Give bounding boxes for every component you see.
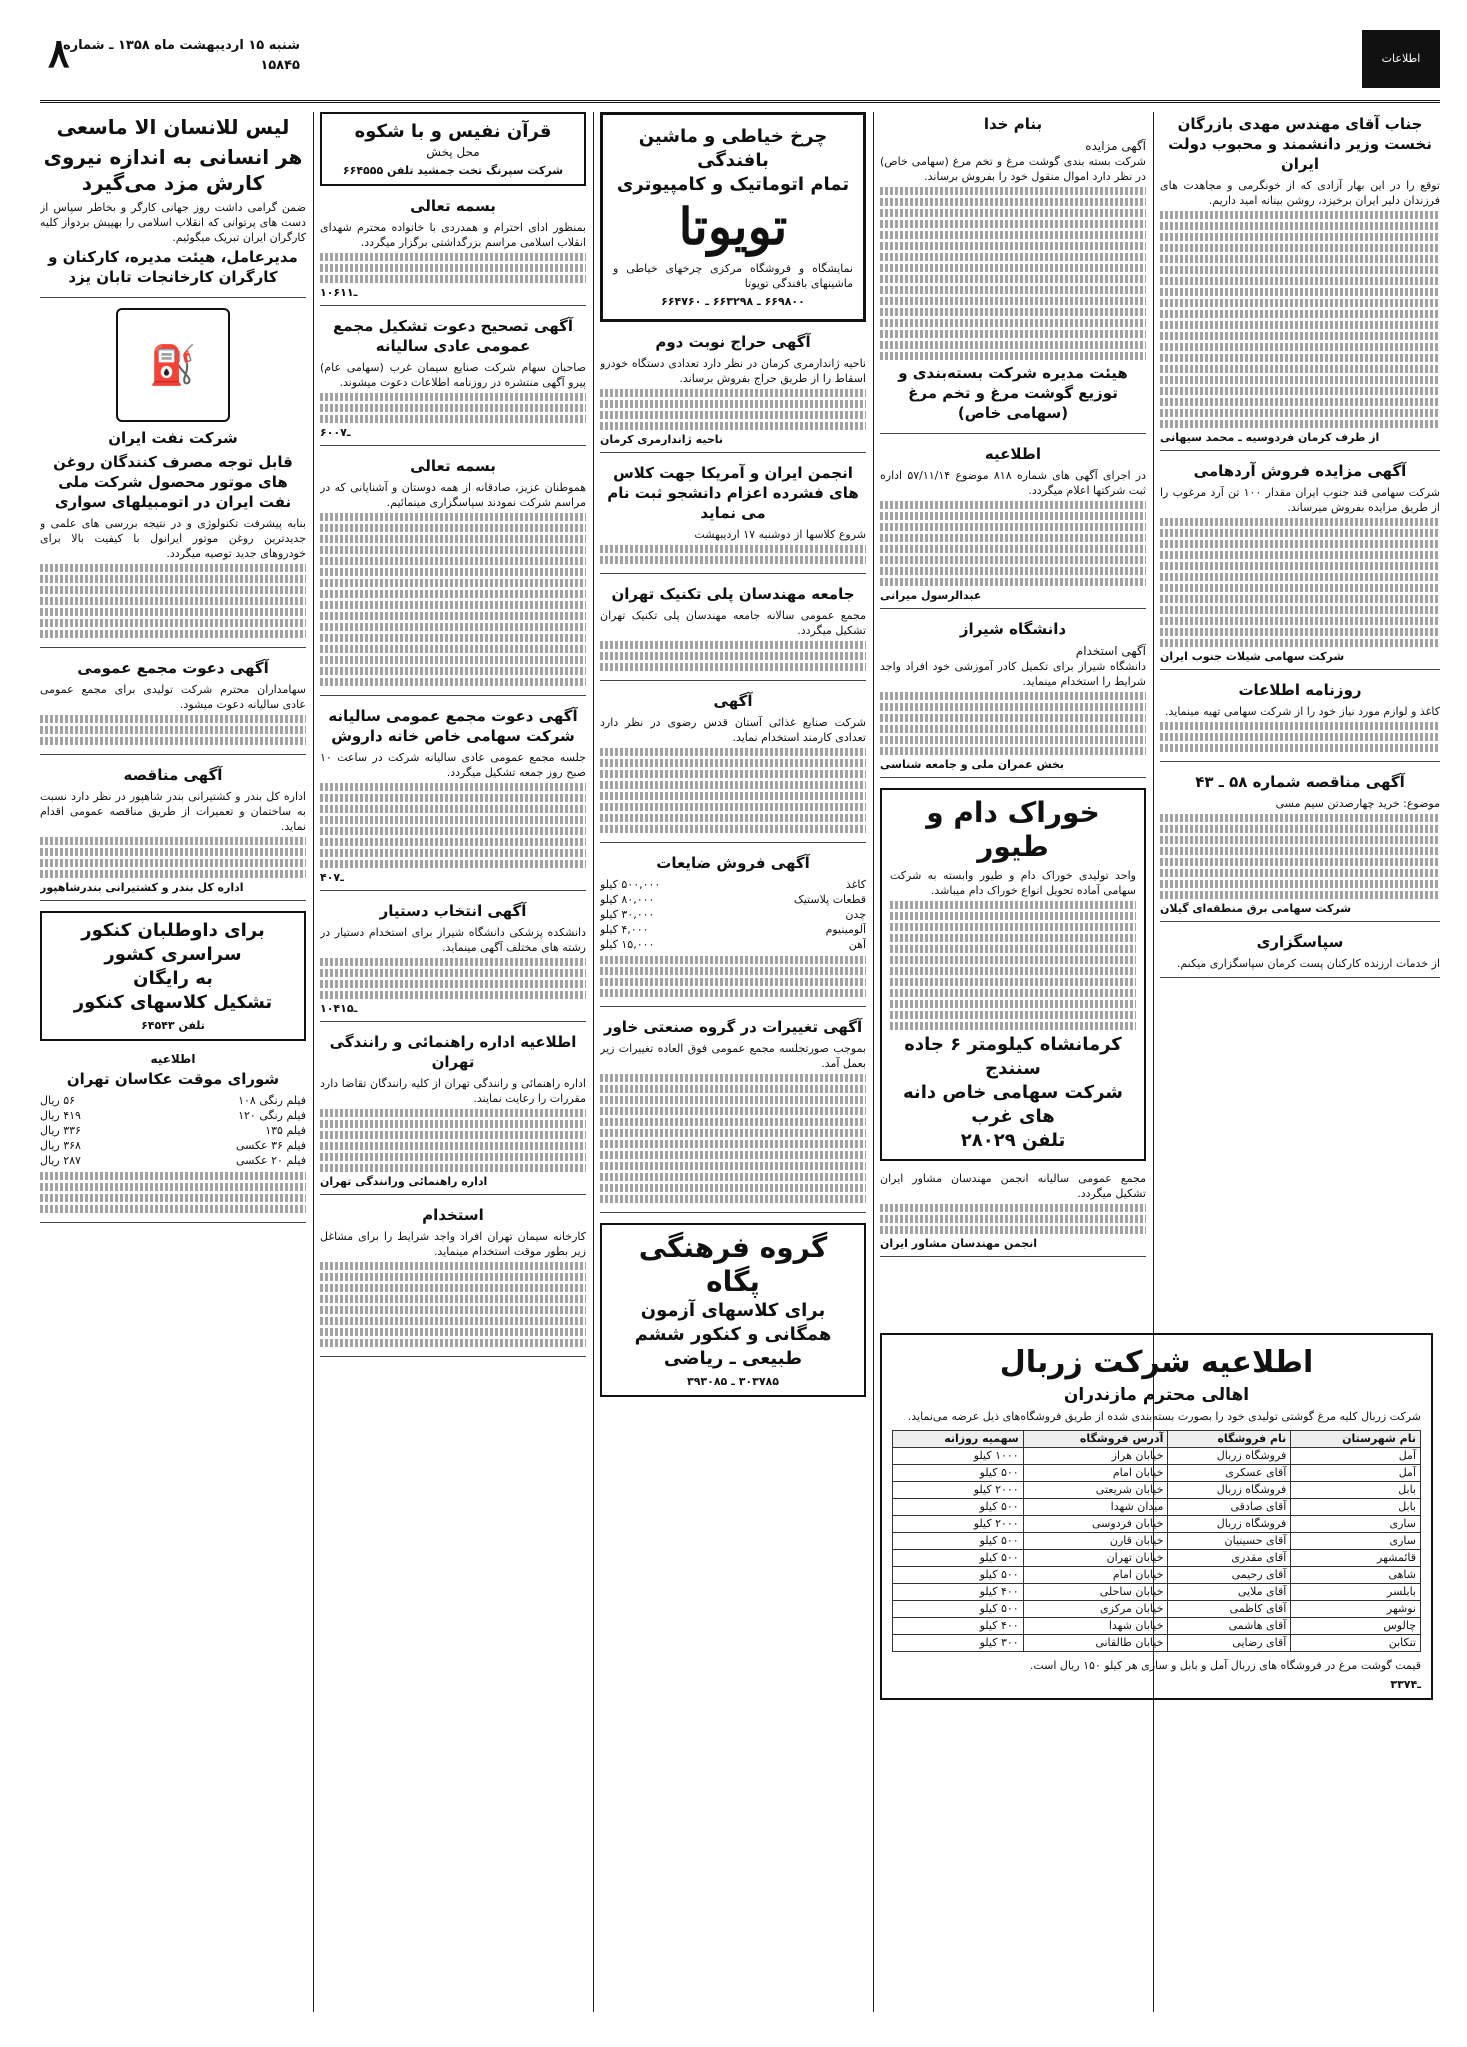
toyota-brand: تویوتا [678,197,788,256]
flour-auction [1160,461,1440,670]
table-cell: خیابان امام [1023,1465,1168,1482]
list-item: قطعات پلاستیک ۸۰,۰۰۰ کیلو [600,893,866,906]
engineers-signature: انجمن مهندسان مشاور ایران [880,1237,1038,1250]
quran-subtitle: محل پخش [426,145,480,159]
table-row [893,1601,1421,1618]
table-header: نام فروشگاه [1168,1431,1291,1448]
minister-body: توقع را در این بهار آزادی که از خونگرمی و مجاهدت های فرزندان دلیر ایران برخیزد، روشن بینانه امید داریم. [1160,179,1440,207]
photographers-notice [40,1051,306,1223]
table-row [893,1550,1421,1567]
khavar-title: آگهی تغییرات در گروه صنعتی خاور [603,1018,863,1036]
shareholder-body: سهامداران محترم شرکت تولیدی برای مجمع عمومی عادی سالیانه دعوت میشود. [40,683,306,711]
traffic-body: اداره راهنمائی و رانندگی تهران از کلیه رانندگان تقاضا دارد مقررات را رعایت نمایند. [320,1077,586,1105]
newspaper-page [40,28,1440,2023]
newspaper-notice-title: روزنامه اطلاعات [1238,681,1362,699]
darush-code: ـ۴۰۷ [320,871,344,884]
table-cell: ۴۰۰ کیلو [893,1618,1024,1635]
table-cell: ساری [1291,1533,1421,1550]
table-cell: آقای رضایی [1168,1635,1291,1652]
table-header: آدرس فروشگاه [1023,1431,1168,1448]
konkur-ad [40,911,306,1041]
column-rule [593,112,594,2012]
table-cell: فروشگاه زربال [1168,1482,1291,1499]
polytechnic-body: مجمع عمومی سالانه جامعه مهندسان پلی تکنیک تهران تشکیل میگردد. [600,609,866,637]
registration-notice [880,444,1146,609]
thanks-2-body: هموطنان عزیز، صادقانه از همه دوستان و آشنایانی که در مراسم شرکت نمودند سپاسگزاری مینمائیم. [320,481,586,509]
konkur-phone: تلفن ۶۴۵۴۳ [141,1019,205,1032]
table-cell: ۵۰۰ کیلو [893,1601,1024,1618]
konkur-title: برای داوطلبان کنکور سراسری کشور [81,920,265,965]
darush-title: آگهی دعوت مجمع عمومی سالیانه شرکت سهامی خاص خانه داروش [328,707,578,745]
table-cell: آقای ملایی [1168,1584,1291,1601]
table-cell: چالوس [1291,1618,1421,1635]
list-item: چدن ۳۰,۰۰۰ کیلو [600,908,866,921]
toyota-tagline: چرخ خیاطی و ماشین بافندگی [638,126,828,171]
table-row [893,1618,1421,1635]
zarbal-footer: قیمت گوشت مرغ در فروشگاه های زربال آمل و بابل و ساری هر کیلو ۱۵۰ ریال است. [1029,1659,1421,1672]
column-4 [880,112,1146,2012]
thanks-title: سپاسگزاری [1256,933,1344,951]
table-cell: تنکابن [1291,1635,1421,1652]
quran-ad [320,112,586,186]
cement-meeting-body: صاحبان سهام شرکت صنایع سیمان غرب (سهامی عام) پیرو آگهی منتشره در روزنامه اطلاعات دعوت میشوند. [320,361,586,389]
iran-america-title: انجمن ایران و آمریکا جهت کلاس های فشرده اعزام دانشجو ثبت نام می نماید [607,464,859,522]
toyota-ad [600,112,866,322]
shiraz-signature: بخش عمران ملی و جامعه شناسی [880,758,1065,771]
animal-feed-company: شرکت سهامی خاص دانه های غرب [903,1082,1123,1127]
zarbal-shop-table [892,1430,1421,1652]
table-cell: خیابان هراز [1023,1448,1168,1465]
animal-feed-phone: تلفن ۲۸۰۲۹ [960,1130,1066,1151]
table-cell: نوشهر [1291,1601,1421,1618]
thanks-notice [1160,932,1440,978]
film-price-list [40,1093,306,1168]
toyota-phone: ۶۶۹۸۰۰ ـ ۶۶۳۲۹۸ ـ ۶۶۴۷۶۰ [661,295,805,308]
port-tender-body: اداره کل بندر و کشتیرانی بندر شاهپور در نظر دارد نسبت به ساختمان و تعمیرات از طریق مناقصه عمومی اقدام نماید. [40,790,306,833]
shareholder-meeting [40,658,306,755]
payegah-ad [600,1223,866,1397]
toyota-subtagline: تمام اتوماتیک و کامپیوتری [616,174,850,195]
table-cell: ۵۰۰ کیلو [893,1465,1024,1482]
employment-ad [320,1205,586,1357]
table-header: نام شهرستان [1291,1431,1421,1448]
qods-notice [600,691,866,843]
column-rule [873,112,874,2012]
table-cell: شاهی [1291,1567,1421,1584]
table-row [893,1499,1421,1516]
assistant-title: آگهی انتخاب دستیار [379,902,527,920]
oil-ad-title: قابل توجه مصرف کنندگان روغن های موتور محصول شرکت ملی نفت ایران در اتومبیلهای سواری [53,453,293,511]
table-cell: آقای کاظمی [1168,1601,1291,1618]
issue-date: شنبه ۱۵ اردیبهشت ماه ۱۳۵۸ ـ شماره ۱۵۸۴۵ [62,38,300,73]
oil-ad-body: بنابه پیشرفت تکنولوژی و در نتیجه بررسی های علمی و جدیدترین روغن موتور ایرانول با کیفیت بالا برای خودروهای جدید توصیه میگردد. [40,517,306,560]
shiraz-title: دانشگاه شیراز [959,620,1067,638]
labour-day-ad [40,114,306,298]
table-row [893,1584,1421,1601]
assistant-code: ـ۱۰۴۱۵ [320,1002,358,1015]
table-cell: آقای صادقی [1168,1499,1291,1516]
wire-tender-signature: شرکت سهامی برق منطقه‌ای گیلان [1160,902,1352,915]
zarbal-subtitle: اهالی محترم مازندران [1063,1385,1250,1405]
wire-tender-body: موضوع: خرید چهارصدتن سیم مسی [1275,797,1440,810]
labour-signature: مدیرعامل، هیئت مدیره، کارکنان و کارگران کارخانجات تابان یزد [48,248,298,286]
page-header [40,28,1440,103]
flour-auction-body: شرکت سهامی قند جنوب ایران مقدار ۱۰۰ تن آرد مرغوب را از طریق مزایده بفروش میرساند. [1160,486,1440,514]
traffic-signature: اداره راهنمائی ورانندگی تهران [320,1175,488,1188]
table-row [893,1567,1421,1584]
wire-tender [1160,772,1440,922]
cement-meeting-code: ـ۶۰۰۷ [320,426,351,439]
list-item: فیلم رنگی ۱۰۸ ۵۶ ریال [40,1094,306,1107]
khavar-notice [600,1017,866,1213]
table-row [893,1635,1421,1652]
table-header: سهمیه روزانه [893,1431,1024,1448]
table-cell: خیابان شهدا [1023,1618,1168,1635]
oil-company-ad [40,308,306,648]
table-cell: فروشگاه زربال [1168,1448,1291,1465]
scrap-list [600,877,866,952]
konkur-classes: تشکیل کلاسهای کنکور [73,992,273,1013]
thanks-notice-2 [320,456,586,696]
table-row [893,1533,1421,1550]
column-1 [40,112,306,2012]
labour-headline-1: لیس للانسان الا ماسعی [56,115,290,139]
table-cell: خیابان شریعتی [1023,1482,1168,1499]
polytechnic-notice [600,584,866,681]
list-item: کاغذ ۵۰۰,۰۰۰ کیلو [600,878,866,891]
vehicle-auction-body: ناحیه ژاندارمری کرمان در نظر دارد تعدادی دستگاه خودرو اسقاط را از طریق حراج بفروش برساند. [600,357,866,385]
toyota-body: نمایشگاه و فروشگاه مرکزی چرخهای خیاطی و ماشینهای بافندگی تویوتا [613,262,853,290]
shiraz-university-ad [880,619,1146,778]
traffic-notice [320,1032,586,1195]
table-cell: آقای رحیمی [1168,1567,1291,1584]
auction-notice [880,114,1146,434]
table-cell: ساری [1291,1516,1421,1533]
registration-notice-body: در اجرای آگهی های شماره ۸۱۸ موضوع ۵۷/۱۱/۱۴ اداره ثبت شرکتها اعلام میگردد. [880,469,1146,497]
newspaper-notice [1160,680,1440,762]
konkur-free: به رایگان [133,968,213,989]
auction-notice-title: بنام خدا [983,115,1043,133]
shiraz-subtitle: آگهی استخدام [1075,644,1146,658]
scrap-sale [600,853,866,1007]
table-row [893,1516,1421,1533]
assistant-body: دانشکده پزشکی دانشگاه شیراز برای استخدام دستیار در رشته های مختلف آگهی مینماید. [320,926,586,954]
table-cell: آقای هاشمی [1168,1618,1291,1635]
payegah-title: گروه فرهنگی پگاه [638,1231,828,1298]
quran-title: قرآن نفیس و با شکوه [354,121,552,142]
list-item: فیلم رنگی ۱۲۰ ۴۱۹ ریال [40,1109,306,1122]
table-cell: قائمشهر [1291,1550,1421,1567]
table-cell: آقای عسکری [1168,1465,1291,1482]
memorial-title: بسمه تعالی [410,197,496,215]
iran-america-ad [600,463,866,574]
table-row [893,1482,1421,1499]
auction-notice-subtitle: آگهی مزایده [1085,139,1146,153]
zarbal-code: ـ۳۳۷۴ [1390,1678,1421,1691]
list-item: آلومینیوم ۴,۰۰۰ کیلو [600,923,866,936]
zarbal-body: شرکت زربال کلیه مرغ گوشتی تولیدی خود را بصورت بسته‌بندی شده از طریق فروشگاه‌های ذیل عرضه می‌نماید. [907,1410,1421,1423]
column-5 [1160,112,1440,2012]
table-cell: بابل [1291,1499,1421,1516]
engineers-body: مجمع عمومی سالیانه انجمن مهندسان مشاور ایران تشکیل میگردد. [880,1172,1146,1200]
table-cell: فروشگاه زربال [1168,1516,1291,1533]
table-cell: ۵۰۰ کیلو [893,1550,1024,1567]
darush-body: جلسه مجمع عمومی عادی سالیانه شرکت در ساعت ۱۰ صبح روز جمعه تشکیل میگردد. [320,751,586,779]
assistant-recruit [320,901,586,1022]
payegah-body: برای کلاسهای آزمون همگانی و کنکور ششم طبیعی ـ ریاضی [634,1300,832,1369]
table-cell: خیابان قارن [1023,1533,1168,1550]
minister-title: جناب آقای مهندس مهدی بازرگان نخست وزیر دانشمند و محبوب دولت ایران [1168,115,1432,173]
oil-company-name: شرکت نفت ایران [108,429,238,447]
animal-feed-ad [880,788,1146,1161]
photographers-subtitle: اطلاعیه [150,1052,196,1066]
port-tender-signature: اداره کل بندر و کشتیرانی بندرشاهپور [40,881,244,894]
engineers-notice [880,1171,1146,1257]
table-row [893,1465,1421,1482]
animal-feed-title: خوراک دام و طیور [926,796,1100,863]
memorial-notice [320,196,586,306]
employment-title: استخدام [422,1206,484,1224]
labour-body: ضمن گرامی داشت روز جهانی کارگر و بخاطر سپاس از دست های پرتوانی که انقلاب اسلامی را بهپیش بردواز کلیه کارگران ایران تبریک میگوئیم. [40,201,306,244]
newspaper-logo: اطلاعات [1362,30,1440,88]
memorial-code: ـ۱۰۶۱۱ [320,286,358,299]
board-signature: هیئت مدیره شرکت بسته‌بندی و توزیع گوشت مرغ و تخم مرغ (سهامی خاص) [898,364,1128,422]
scrap-sale-title: آگهی فروش ضایعات [656,854,810,872]
thanks-body: از خدمات ارزنده کارکنان پست کرمان سپاسگزاری میکنم. [1176,957,1440,970]
khavar-body: بموجب صورتجلسه مجمع عمومی فوق العاده تغییرات زیر بعمل آمد. [600,1042,866,1070]
employment-body: کارخانه سیمان تهران افراد واجد شرایط را برای مشاغل زیر بطور موقت استخدام مینماید. [320,1230,586,1258]
cement-meeting [320,316,586,446]
iran-america-body: شروع کلاسها از دوشنبه ۱۷ اردیبهشت [694,528,866,541]
table-cell: ۲۰۰۰ کیلو [893,1482,1024,1499]
column-3 [600,112,866,2012]
oil-company-logo-icon: ⛽ [116,308,230,422]
shareholder-title: آگهی دعوت مجمع عمومی [77,659,269,677]
table-row [893,1448,1421,1465]
table-cell: ۴۰۰ کیلو [893,1584,1024,1601]
zarbal-notice [880,1333,1433,1700]
cement-meeting-title: آگهی تصحیح دعوت تشکیل مجمع عمومی عادی سالیانه [333,317,573,355]
registration-notice-title: اطلاعیه [984,445,1042,463]
newspaper-notice-body: کاغذ و لوازم مورد نیاز خود را از شرکت سهامی تهیه مینماید. [1165,705,1440,718]
list-item: آهن ۱۵,۰۰۰ کیلو [600,938,866,951]
quran-body: شرکت سپرنگ تخت جمشید تلفن ۶۶۴۵۵۵ [342,164,564,177]
wire-tender-title: آگهی مناقصه شماره ۵۸ ـ ۴۳ [1195,773,1405,791]
table-cell: آمل [1291,1448,1421,1465]
table-cell: ۲۰۰۰ کیلو [893,1516,1024,1533]
table-cell: ۳۰۰ کیلو [893,1635,1024,1652]
port-tender-title: آگهی مناقصه [123,766,223,784]
table-cell: ۵۰۰ کیلو [893,1567,1024,1584]
vehicle-auction-title: آگهی حراج نوبت دوم [655,333,811,351]
table-cell: خیابان امام [1023,1567,1168,1584]
table-cell: ۱۰۰۰ کیلو [893,1448,1024,1465]
photographers-title: شورای موقت عکاسان تهران [66,1070,280,1088]
animal-feed-body: واحد تولیدی خوراک دام و طیور وابسته به شرکت سهامی آماده تحویل انواع خوراک دام میباشد. [890,869,1136,897]
vehicle-auction [600,332,866,453]
memorial-body: بمنظور ادای احترام و همدردی با خانواده محترم شهدای انقلاب اسلامی مراسم بزرگداشتی برگزار میگردد. [320,221,586,249]
table-cell: خیابان تهران [1023,1550,1168,1567]
thanks-2-title: بسمه تعالی [410,457,496,475]
table-cell: ۵۰۰ کیلو [893,1533,1024,1550]
darush-meeting [320,706,586,891]
polytechnic-title: جامعه مهندسان پلی تکنیک تهران [611,585,855,603]
list-item: فیلم ۱۳۵ ۳۳۶ ریال [40,1124,306,1137]
minister-notice [1160,114,1440,451]
vehicle-auction-signature: ناحیه ژاندارمری کرمان [600,433,724,446]
table-cell: آقای مقدری [1168,1550,1291,1567]
table-cell: آمل [1291,1465,1421,1482]
qods-title: آگهی [713,692,753,710]
table-cell: میدان شهدا [1023,1499,1168,1516]
animal-feed-address: کرمانشاه کیلومتر ۶ جاده سنندج [904,1034,1122,1079]
flour-auction-signature: شرکت سهامی شیلات جنوب ایران [1160,650,1345,663]
flour-auction-title: آگهی مزایده فروش آردهامی [1193,462,1407,480]
column-rule [313,112,314,2012]
table-cell: ۵۰۰ کیلو [893,1499,1024,1516]
table-cell: خیابان مرکزی [1023,1601,1168,1618]
registration-notice-signature: عبدالرسول میرانی [880,589,982,602]
zarbal-title: اطلاعیه شرکت زربال [999,1345,1314,1380]
port-tender [40,765,306,901]
qods-body: شرکت صنایع غذائی آستان قدس رضوی در نظر دارد تعدادی کارمند استخدام نماید. [600,716,866,744]
column-rule [1153,112,1154,2012]
list-item: فیلم ۳۶ عکسی ۳۶۸ ریال [40,1139,306,1152]
auction-notice-body: شرکت بسته بندی گوشت مرغ و تخم مرغ (سهامی خاص) در نظر دارد اموال منقول خود را بفروش برساند. [880,155,1146,183]
traffic-title: اطلاعیه اداره راهنمائی و رانندگی تهران [329,1033,577,1071]
table-cell: بابلسر [1291,1584,1421,1601]
table-cell: آقای حسینیان [1168,1533,1291,1550]
column-2 [320,112,586,2012]
table-cell: بابل [1291,1482,1421,1499]
list-item: فیلم ۲۰ عکسی ۲۸۷ ریال [40,1154,306,1167]
shiraz-body: دانشگاه شیراز برای تکمیل کادر آموزشی خود افراد واجد شرایط را استخدام مینماید. [880,660,1146,688]
labour-headline-2: هر انسانی به اندازه نیروی کارش مزد می‌گیرد [43,145,303,195]
minister-signature: از طرف کرمان فردوسیه ـ محمد سیهانی [1160,431,1380,444]
table-cell: خیابان فردوسی [1023,1516,1168,1533]
page-number: ۸ [48,30,70,77]
table-cell: خیابان ساحلی [1023,1584,1168,1601]
payegah-phone: ۳۰۳۷۸۵ ـ ۳۹۳۰۸۵ [686,1375,779,1388]
table-cell: خیابان طالقانی [1023,1635,1168,1652]
